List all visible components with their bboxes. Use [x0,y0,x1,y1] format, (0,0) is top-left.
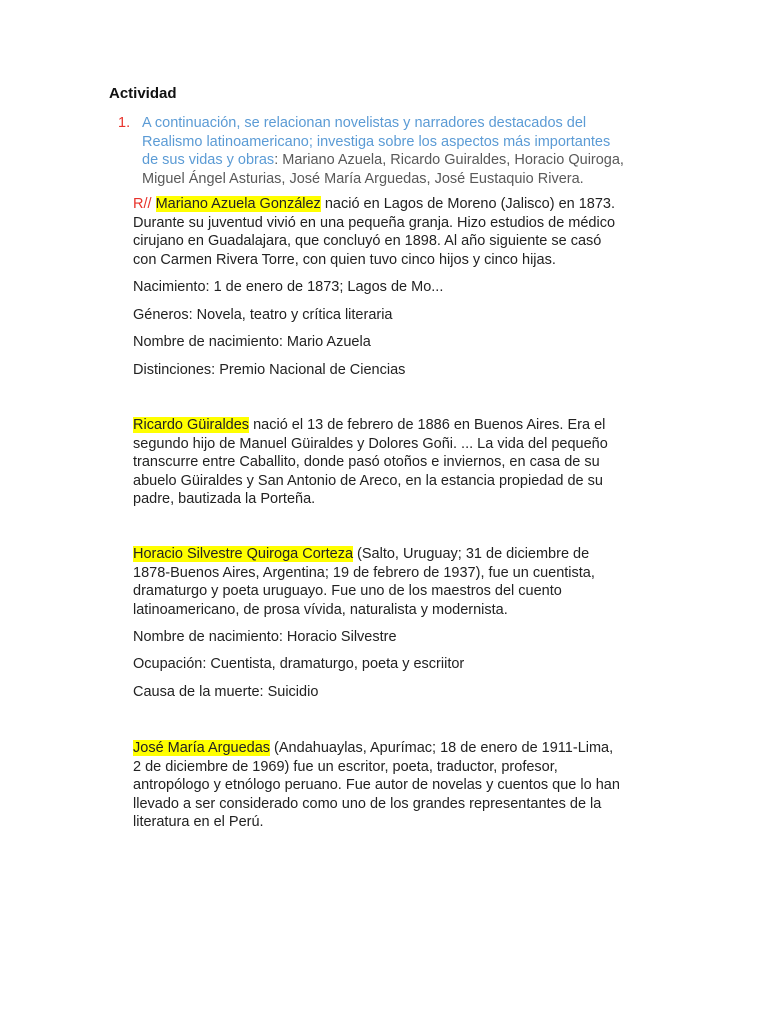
arguedas-paragraph [133,739,673,832]
paragraph-line: segundo hijo de Manuel Güiraldes y Dolores Goñi. ... La vida del pequeño [133,435,608,452]
paragraph-text: nació en Lagos de Moreno (Jalisco) en 1873. [320,196,616,212]
paragraph-line: Durante su juventud vivió en una pequeña granja. Hizo estudios de médico [133,214,616,231]
item-line: Realismo latinoamericano; investiga sobre los aspectos más importantes [142,133,611,150]
azuela-fact: Distinciones: Premio Nacional de Ciencias [133,362,406,378]
paragraph-text: (Andahuaylas, Apurímac; 18 de enero de 1911-Lima, [270,740,614,756]
highlighted-author-name: Ricardo Güiraldes [133,417,250,433]
paragraph-line: 1878-Buenos Aires, Argentina; 19 de febrero de 1937), fue un cuentista, [133,564,595,581]
quiroga-fact: Ocupación: Cuentista, dramaturgo, poeta y escriitor [133,656,465,672]
paragraph-line: padre, bautizada la Porteña. [133,491,316,507]
item-text [142,114,682,188]
paragraph-line: llevado a ser considerado como uno de los grandes representantes de la [133,795,602,812]
paragraph-line: 2 de diciembre de 1969) fue un escritor, poeta, traductor, profesor, [133,758,558,775]
paragraph-line: con Carmen Rivera Torre, con quien tuvo cinco hijos y cinco hijas. [133,251,556,268]
paragraph-line [133,195,673,214]
highlighted-author-name: Horacio Silvestre Quiroga Corteza [133,546,354,562]
quiroga-paragraph [133,545,673,619]
highlighted-author-name: José María Arguedas [133,740,271,756]
quiroga-fact: Causa de la muerte: Suicidio [133,684,319,700]
paragraph-line [133,545,673,564]
item-line: Miguel Ángel Asturias, José María Arguedas, José Eustaquio Rivera. [142,170,584,187]
item-number: 1. [118,115,131,131]
paragraph-line [133,416,673,435]
azuela-paragraph [133,195,673,269]
paragraph-line: dramaturgo y poeta uruguayo. Fue uno de los maestros del cuento [133,583,562,599]
paragraph-line: antropólogo y etnólogo peruano. Fue autor de novelas y cuentos que lo han [133,777,620,793]
paragraph-text: (Salto, Uruguay; 31 de diciembre de [353,546,590,562]
quiroga-fact: Nombre de nacimiento: Horacio Silvestre [133,629,397,645]
paragraph-line: abuelo Güiraldes y San Antonio de Areco, en la estancia propiedad de su [133,472,603,489]
activity-heading: Actividad [109,85,177,102]
item-line-blue-part: de sus vidas y obras [142,152,275,168]
item-line-author-list: : Mariano Azuela, Ricardo Guiraldes, Horacio Quiroga, [274,152,624,168]
guiraldes-paragraph [133,416,673,509]
azuela-fact: Nacimiento: 1 de enero de 1873; Lagos de Mo... [133,279,444,295]
paragraph-line: latinoamericano, de prosa vívida, naturalista y modernista. [133,601,508,618]
highlighted-author-name: Mariano Azuela González [155,196,321,212]
paragraph-text: nació el 13 de febrero de 1886 en Buenos Aires. Era el [249,417,606,433]
item-line: A continuación, se relacionan novelistas y narradores destacados del [142,115,587,131]
paragraph-line: transcurre entre Caballito, donde pasó otoños e inviernos, en casa de su [133,454,600,470]
paragraph-line [133,739,673,758]
azuela-fact: Géneros: Novela, teatro y crítica literaria [133,307,393,323]
paragraph-line: cirujano en Guadalajara, que concluyó en 1898. Al año siguiente se casó [133,233,602,249]
azuela-fact: Nombre de nacimiento: Mario Azuela [133,334,371,350]
answer-prefix: R// [133,196,156,212]
item-line [142,151,682,170]
paragraph-line: literatura en el Perú. [133,814,264,830]
